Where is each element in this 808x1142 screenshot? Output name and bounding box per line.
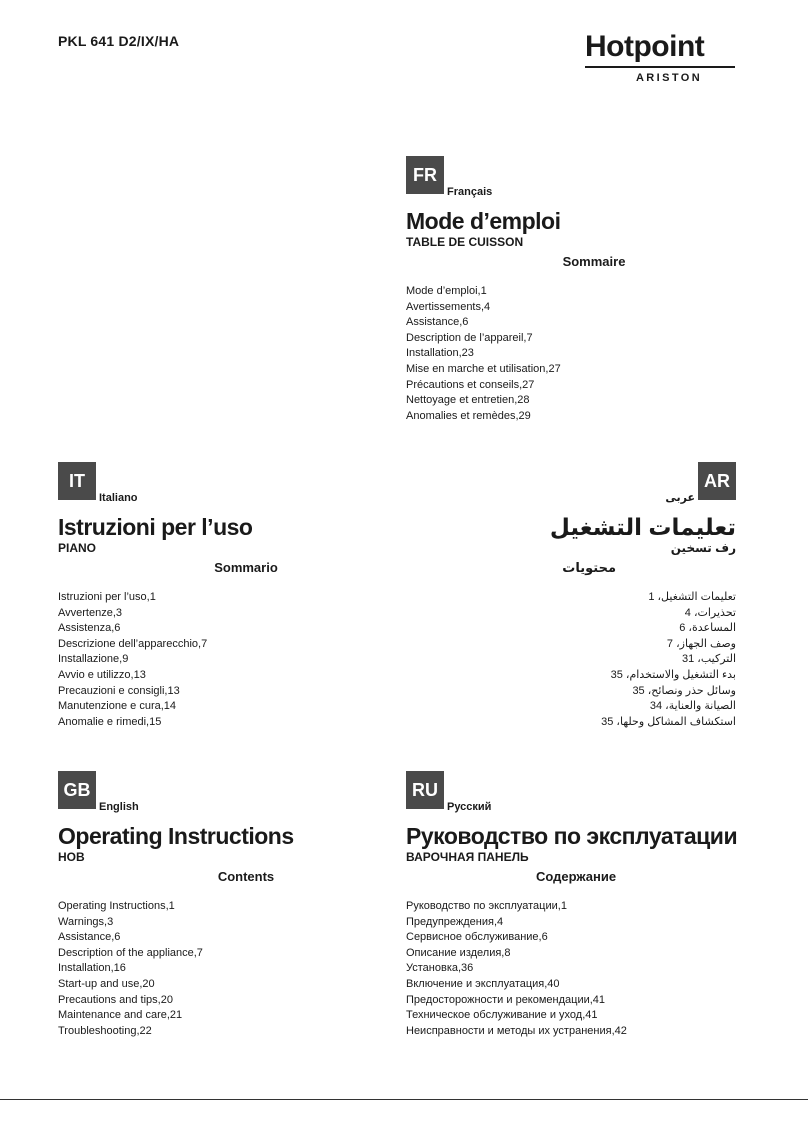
toc-item: Mode d’emploi,1 xyxy=(406,285,487,297)
toc-item: استكشاف المشاكل وحلها، 35 xyxy=(601,715,736,728)
toc-item: Руководство по эксплуатации,1 xyxy=(406,900,567,912)
toc-item: وسائل حذر ونصائح، 35 xyxy=(632,684,736,697)
toc-item: Installation,23 xyxy=(406,347,474,360)
section-title-it: Istruzioni per l’uso xyxy=(58,514,253,540)
toc-list-it xyxy=(58,590,398,730)
toc-item: Assistance,6 xyxy=(58,931,121,944)
toc-list-ru xyxy=(406,899,766,1039)
section-ru xyxy=(406,771,766,1039)
toc-item: Installazione,9 xyxy=(58,653,129,666)
toc-item: Manutenzione e cura,14 xyxy=(58,700,177,713)
toc-item: Mise en marche et utilisation,27 xyxy=(406,362,561,375)
toc-item: تعليمات التشغيل، 1 xyxy=(648,591,736,603)
brand-logo xyxy=(585,30,735,84)
toc-item: Установка,36 xyxy=(406,962,474,975)
section-title-ru: Руководство по эксплуатации xyxy=(406,823,738,849)
toc-list-gb xyxy=(58,899,398,1039)
language-badge-gb: GB xyxy=(58,771,96,809)
toc-item: التركيب، 31 xyxy=(681,653,736,666)
section-subtitle-it: PIANO xyxy=(58,541,97,555)
toc-item: Précautions et conseils,27 xyxy=(406,378,535,391)
toc-item: الصيانة والعناية، 34 xyxy=(649,700,736,713)
model-number: PKL 641 D2/IX/HA xyxy=(58,33,180,49)
toc-item: Включение и эксплуатация,40 xyxy=(406,977,560,990)
toc-list-ar xyxy=(396,590,736,730)
toc-item: Сервисное обслуживание,6 xyxy=(406,931,548,944)
toc-item: Предосторожности и рекомендации,41 xyxy=(406,993,606,1006)
toc-item: Maintenance and care,21 xyxy=(58,1009,183,1022)
toc-heading-ru: Содержание xyxy=(536,869,617,884)
toc-item: Start-up and use,20 xyxy=(58,977,155,990)
toc-item: Описание изделия,8 xyxy=(406,946,511,959)
toc-item: Nettoyage et entretien,28 xyxy=(406,394,530,407)
toc-item: Description of the appliance,7 xyxy=(58,946,203,959)
toc-item: بدء التشغيل والاستخدام، 35 xyxy=(610,668,736,681)
toc-item: Anomalie e rimedi,15 xyxy=(58,715,162,728)
toc-item: Anomalies et remèdes,29 xyxy=(406,409,531,422)
toc-item: Troubleshooting,22 xyxy=(58,1024,152,1037)
toc-list-fr xyxy=(406,284,746,424)
toc-item: Avvio e utilizzo,13 xyxy=(58,668,146,681)
toc-item: Istruzioni per l’uso,1 xyxy=(58,591,156,603)
section-fr xyxy=(406,156,746,424)
toc-item: Precautions and tips,20 xyxy=(58,993,173,1006)
section-subtitle-ar: رف تسخين xyxy=(670,541,736,555)
toc-item: Avertissements,4 xyxy=(406,300,491,313)
section-subtitle-ru: ВАРОЧНАЯ ПАНЕЛЬ xyxy=(406,850,529,864)
language-badge-ar: AR xyxy=(698,462,736,500)
section-title-fr: Mode d’emploi xyxy=(406,208,561,234)
toc-item: تحذيرات، 4 xyxy=(684,606,736,619)
section-it xyxy=(58,462,398,730)
logo-divider xyxy=(585,66,735,68)
toc-item: Description de l’appareil,7 xyxy=(406,331,533,344)
section-subtitle-gb: HOB xyxy=(58,850,85,864)
toc-item: Неисправности и методы их устранения,42 xyxy=(406,1024,627,1037)
toc-item: Operating Instructions,1 xyxy=(58,900,175,912)
toc-item: Descrizione dell’apparecchio,7 xyxy=(58,637,208,650)
toc-heading-fr: Sommaire xyxy=(562,254,626,269)
language-badge-fr: FR xyxy=(406,156,444,194)
toc-item: Техническое обслуживание и уход,41 xyxy=(406,1009,598,1022)
section-ar xyxy=(396,462,736,730)
section-gb xyxy=(58,771,398,1039)
toc-item: Avvertenze,3 xyxy=(58,606,123,619)
brand-name: Hotpoint xyxy=(585,30,705,63)
toc-item: Installation,16 xyxy=(58,962,126,975)
language-badge-ru: RU xyxy=(406,771,444,809)
footer-divider xyxy=(0,1099,808,1100)
toc-item: Assistance,6 xyxy=(406,316,469,329)
toc-heading-it: Sommario xyxy=(214,560,278,575)
section-title-gb: Operating Instructions xyxy=(58,823,294,849)
section-title-ar: تعليمات التشغيل xyxy=(549,514,736,540)
language-name-fr: Français xyxy=(447,186,493,198)
toc-heading-ar: محتويات xyxy=(562,560,616,575)
language-name-ar: عربى xyxy=(665,492,695,504)
language-name-gb: English xyxy=(99,801,139,813)
toc-heading-gb: Contents xyxy=(217,869,275,884)
language-name-it: Italiano xyxy=(99,492,138,504)
toc-item: Предупреждения,4 xyxy=(406,915,504,928)
toc-item: المساعدة، 6 xyxy=(679,622,736,635)
language-badge-it: IT xyxy=(58,462,96,500)
language-name-ru: Русский xyxy=(447,801,492,813)
toc-item: Warnings,3 xyxy=(58,915,114,928)
toc-item: وصف الجهاز، 7 xyxy=(666,637,736,650)
section-subtitle-fr: TABLE DE CUISSON xyxy=(406,235,524,249)
toc-item: Precauzioni e consigli,13 xyxy=(58,684,180,697)
toc-item: Assistenza,6 xyxy=(58,622,121,635)
sub-brand-name: ARISTON xyxy=(635,72,703,84)
